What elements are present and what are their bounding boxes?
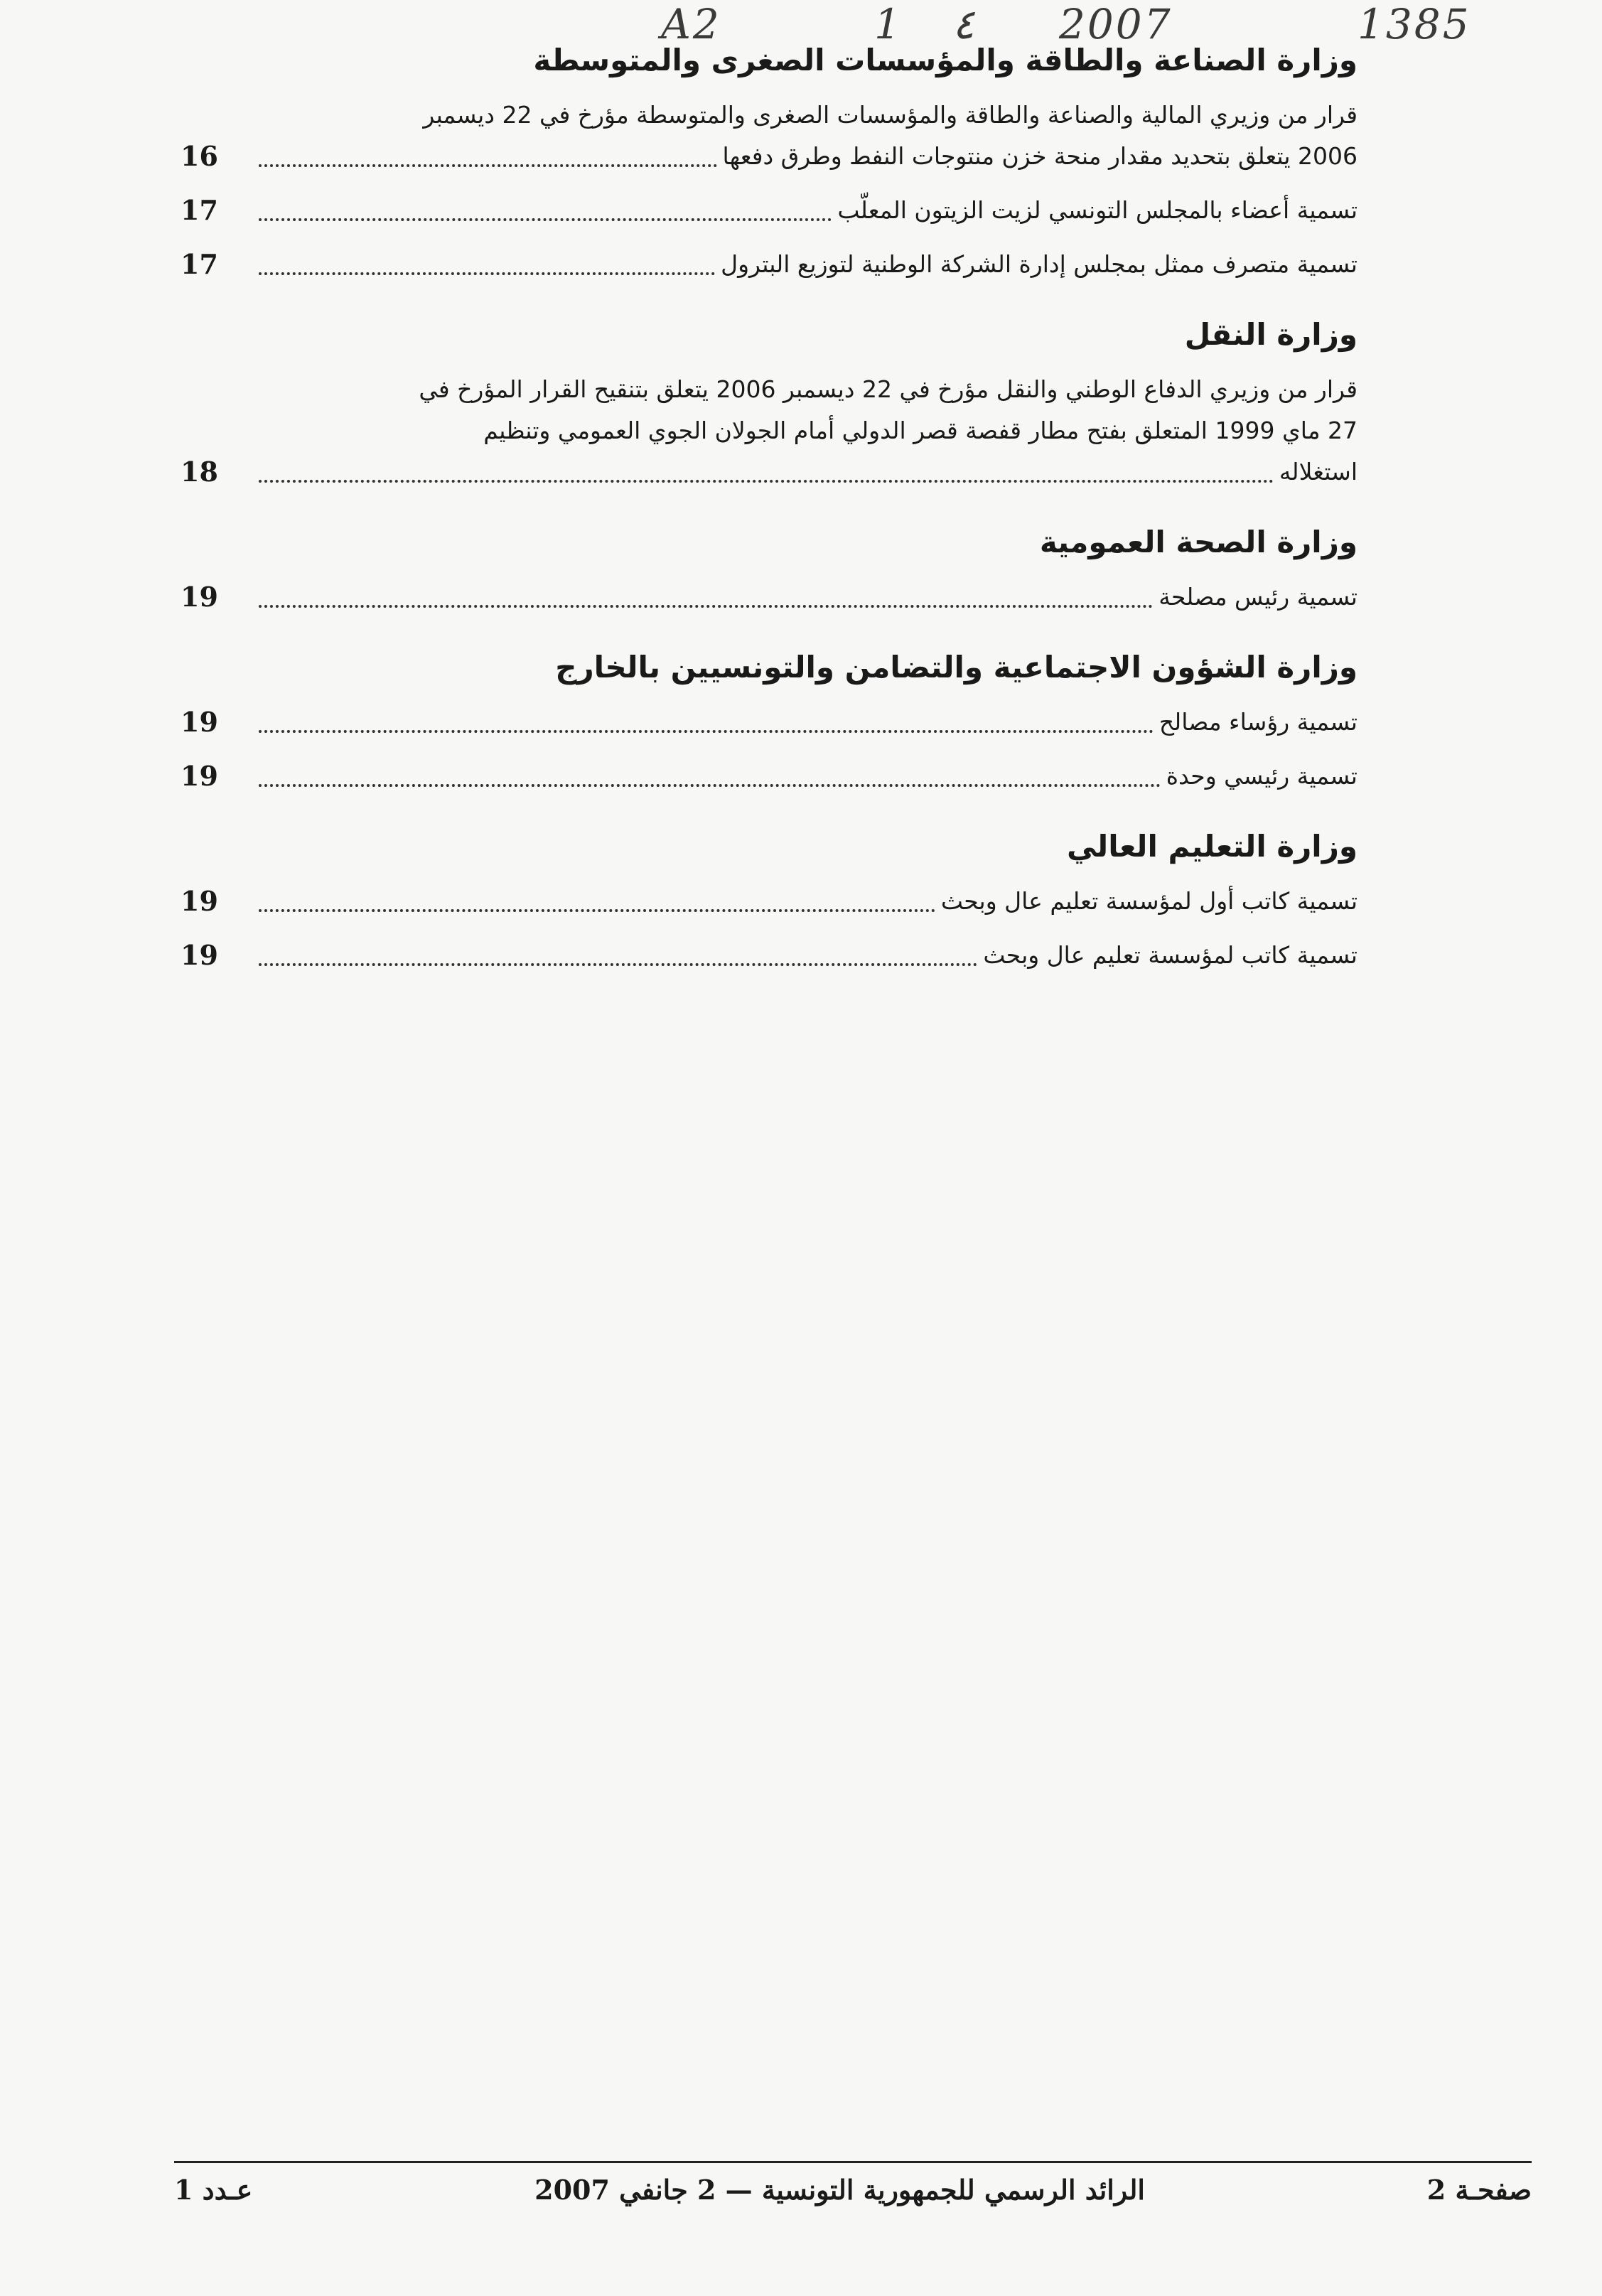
toc-entry-line-text: تسمية رئيس مصلحة (1159, 583, 1358, 611)
dot-leader (259, 605, 1153, 608)
toc-entry-line (259, 244, 1358, 285)
toc-entry[interactable] (178, 756, 1358, 797)
toc-entry[interactable] (178, 935, 1358, 976)
toc-section (178, 313, 1358, 493)
table-of-contents (178, 39, 1358, 1004)
toc-entry-line (259, 576, 1358, 618)
toc-entry-line-text: 2006 يتعلق بتحديد مقدار منحة خزن منتوجات النفط وطرق دفعها (722, 142, 1358, 170)
toc-entry[interactable] (178, 190, 1358, 231)
toc-section (178, 521, 1358, 618)
toc-entry-text (259, 95, 1358, 177)
toc-entry-line-text: 27 ماي 1999 المتعلق بفتح مطار قفصة قصر الدولي أمام الجولان الجوي العمومي وتنظيم (483, 417, 1358, 444)
toc-entry-line (259, 369, 1358, 410)
toc-entry-line-text: استغلاله (1279, 458, 1358, 486)
toc-entry-text (259, 756, 1358, 797)
ministry-heading: وزارة النقل (1184, 317, 1358, 352)
dot-leader (259, 218, 832, 221)
toc-entry-line (259, 410, 1358, 451)
toc-entry-text (259, 190, 1358, 231)
toc-entry[interactable] (178, 702, 1358, 743)
toc-entry-page-number: 19 (181, 706, 218, 738)
toc-entry-page-number: 17 (181, 194, 218, 226)
ministry-heading: وزارة الصناعة والطاقة والمؤسسات الصغرى والمتوسطة (533, 43, 1358, 77)
footer-divider (174, 2161, 1532, 2163)
toc-entry-text (259, 881, 1358, 922)
toc-entry-page-number: 19 (181, 760, 218, 792)
toc-entry-line-text: قرار من وزيري الدفاع الوطني والنقل مؤرخ في 22 ديسمبر 2006 يتعلق بتنقيح القرار المؤرخ في (419, 375, 1358, 403)
ministry-heading: وزارة التعليم العالي (1066, 829, 1358, 864)
toc-entry-line-text: تسمية رئيسي وحدة (1166, 762, 1358, 790)
toc-entry-text (259, 935, 1358, 976)
toc-entry-line (259, 136, 1358, 177)
toc-entry-line (259, 702, 1358, 743)
toc-entry-line (259, 935, 1358, 976)
ministry-heading: وزارة الصحة العمومية (1039, 525, 1358, 559)
toc-entry-line (259, 451, 1358, 493)
dot-leader (259, 784, 1161, 787)
handwritten-mark: ٤ (952, 0, 975, 48)
toc-entry-line-text: تسمية رؤساء مصالح (1159, 708, 1358, 736)
toc-entry-text (259, 702, 1358, 743)
toc-entry-line-text: تسمية أعضاء بالمجلس التونسي لزيت الزيتون المعلّب (837, 196, 1358, 224)
toc-entry-page-number: 19 (181, 581, 218, 613)
toc-entry-line-text: تسمية كاتب أول لمؤسسة تعليم عال وبحث (940, 887, 1358, 915)
toc-entry-line (259, 95, 1358, 136)
toc-entry[interactable] (178, 369, 1358, 493)
toc-entry[interactable] (178, 244, 1358, 285)
toc-section (178, 646, 1358, 797)
page-footer (174, 2174, 1532, 2206)
toc-entry-page-number: 18 (181, 456, 218, 488)
toc-entry-text (259, 369, 1358, 493)
footer-issue: عـدد 1 (174, 2174, 253, 2206)
ministry-heading: وزارة الشؤون الاجتماعية والتضامن والتونسيين بالخارج (555, 650, 1358, 685)
toc-entry-line-text: تسمية متصرف ممثل بمجلس إدارة الشركة الوطنية لتوزيع البترول (721, 250, 1358, 278)
footer-center: الرائد الرسمي للجمهورية التونسية — 2 جانفي 2007 (534, 2174, 1145, 2206)
toc-entry-line (259, 881, 1358, 922)
handwritten-day: 1 (874, 0, 903, 48)
footer-page: صفحـة 2 (1426, 2174, 1532, 2206)
handwritten-year: 2007 (1059, 0, 1173, 48)
dot-leader (259, 963, 977, 966)
toc-entry[interactable] (178, 576, 1358, 618)
toc-entry-page-number: 16 (181, 140, 218, 172)
toc-section (178, 39, 1358, 285)
dot-leader (259, 730, 1154, 733)
toc-entry-text (259, 244, 1358, 285)
handwritten-a2: A2 (661, 0, 721, 48)
dot-leader (259, 272, 715, 275)
toc-entry-page-number: 17 (181, 248, 218, 280)
handwritten-code: 1385 (1358, 0, 1471, 48)
toc-entry-line (259, 756, 1358, 797)
dot-leader (259, 164, 717, 167)
toc-entry-text (259, 576, 1358, 618)
toc-section (178, 825, 1358, 976)
toc-entry-line (259, 190, 1358, 231)
toc-entry-line-text: قرار من وزيري المالية والصناعة والطاقة والمؤسسات الصغرى والمتوسطة مؤرخ في 22 ديسمبر (423, 101, 1358, 129)
dot-leader (259, 480, 1274, 483)
toc-entry[interactable] (178, 881, 1358, 922)
toc-entry-page-number: 19 (181, 939, 218, 971)
toc-entry-page-number: 19 (181, 885, 218, 917)
dot-leader (259, 909, 935, 912)
toc-entry-line-text: تسمية كاتب لمؤسسة تعليم عال وبحث (983, 941, 1358, 969)
toc-entry[interactable] (178, 95, 1358, 177)
